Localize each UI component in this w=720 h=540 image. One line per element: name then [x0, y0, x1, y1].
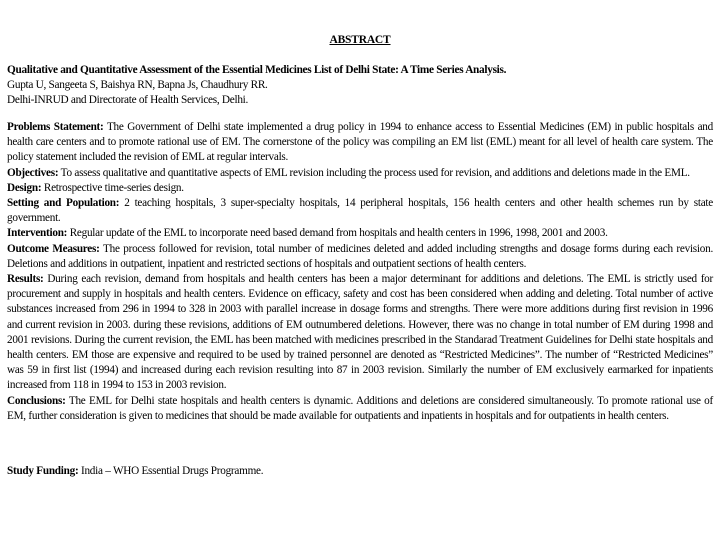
authors: Gupta U, Sangeeta S, Baishya RN, Bapna Js, Chaudhury RR.	[7, 79, 268, 91]
study-funding	[7, 465, 263, 477]
section-design	[7, 181, 713, 196]
section-text: To assess qualitative and quantitative aspects of EML revision including the process used for revision, and additions and deletions made in the EML.	[58, 166, 690, 179]
section-text: The Government of Delhi state implemented a drug policy in 1994 to enhance access to Essential Medicines (EM) in public hospitals and health care centers and to promote rational use of EM. The cornerstone of the policy was compiling an EM list (EML) meant for all level of health care system. The policy statement included the revision of EML at regular intervals.	[7, 121, 713, 164]
funding-text: India – WHO Essential Drugs Programme.	[78, 465, 264, 477]
section-problem-statement	[7, 120, 713, 166]
funding-label: Study Funding:	[7, 465, 79, 477]
section-label: Conclusions:	[7, 394, 66, 407]
section-outcome-measures	[7, 242, 713, 272]
section-setting-population	[7, 196, 713, 226]
section-text: During each revision, demand from hospitals and health centers has been a major determinant for additions and deletions. The EML is strictly used for procurement and supply in hospitals and health centers. Evidence on efficacy, safety and cost has been considered when adding and deleting. Total number of active substances increased from 296 in 1994 to 328 in 2003 with parallel increase in dosage forms and strengths. There were more additions during first revision in 1996 and current revision in 2003. during these revisions, additions of EM outnumbered deletions. However, there was no change in total number of EM during 1998 and 2001 revisions. During the current revision, the EML has been matched with medicines prescribed in the Standarad Treatment Guidelines for Delhi state hospitals and health centers. EM those are expensive and required to be used by trained personnel are denoted as “Restricted Medicines”. The number of “Restricted Medicines” was 59 in first list (1994) and increased during each revision resulting into 87 in 2003 revision. Similarly the number of EM exclusively earmarked for inpatients increased from 118 in 1994 to 153 in 2003 revision.	[7, 273, 713, 392]
section-label: Problems Statement:	[7, 121, 104, 133]
section-label: Design:	[7, 181, 42, 194]
section-label: Setting and Population:	[7, 197, 120, 210]
section-text: 2 teaching hospitals, 3 super-specialty hospitals, 14 peripheral hospitals, 156 health centers and other health schemes run by state government.	[7, 197, 713, 225]
section-conclusions	[7, 394, 713, 424]
section-objectives	[7, 166, 713, 181]
section-label: Results:	[7, 273, 44, 286]
section-label: Outcome Measures:	[7, 242, 100, 255]
section-text: The EML for Delhi state hospitals and health centers is dynamic. Additions and deletions are considered simultaneously. To promote rational use of EM, further consideration is given to medicines that should be made available for outpatients and inpatients in hospitals and for outpatients in health centers.	[7, 394, 713, 422]
section-text: Regular update of the EML to incorporate need based demand from hospitals and health centers in 1996, 1998, 2001 and 2003.	[67, 227, 608, 240]
abstract-heading: ABSTRACT	[329, 34, 391, 46]
section-text: Retrospective time-series design.	[41, 181, 184, 194]
section-results	[7, 272, 713, 394]
section-intervention	[7, 226, 713, 241]
section-text: The process followed for revision, total number of medicines deleted and added including strengths and dosage forms during each revision. Deletions and additions in outpatient, inpatient and restricted sections of hospitals and outpatient sections of health centers.	[7, 242, 714, 270]
paper-title: Qualitative and Quantitative Assessment of the Essential Medicines List of Delhi State: A Time Series Analysis.	[7, 64, 507, 76]
section-label: Objectives:	[7, 166, 59, 179]
affiliation: Delhi-INRUD and Directorate of Health Services, Delhi.	[7, 94, 249, 106]
abstract-body	[7, 120, 713, 424]
section-label: Intervention:	[7, 227, 68, 240]
